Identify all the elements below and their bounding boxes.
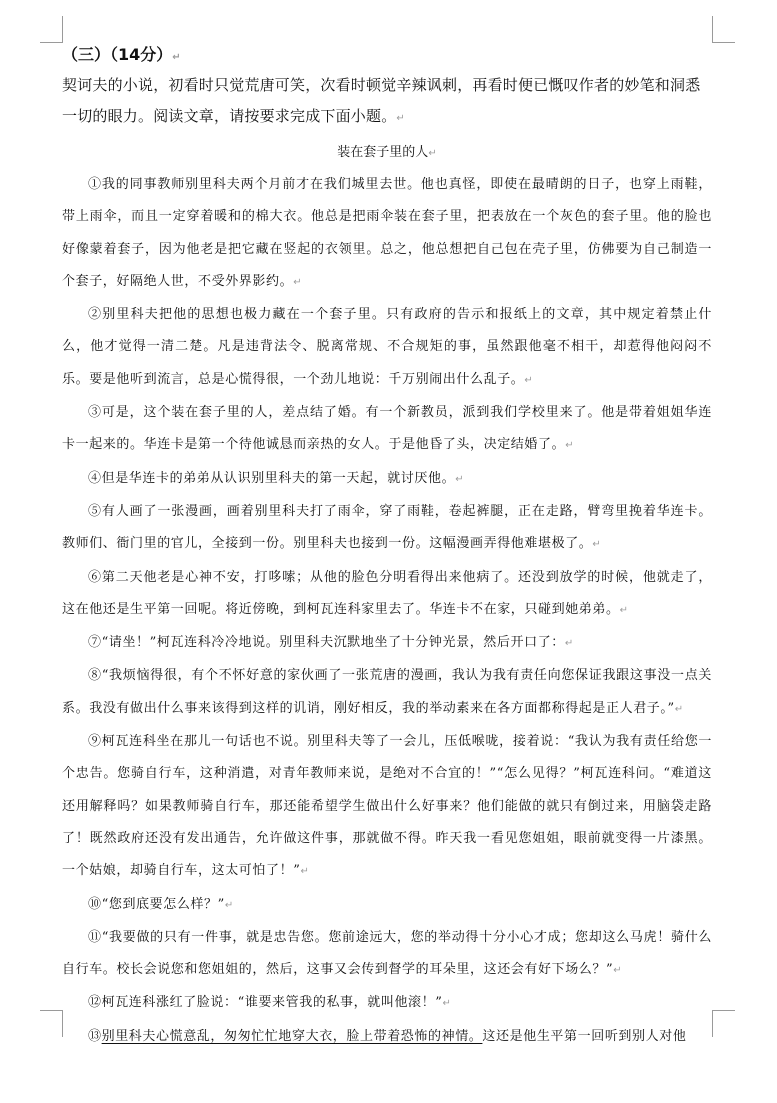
story-paragraph-3: ③可是，这个装在套子里的人，差点结了婚。有一个新教员，派到我们学校里来了。他是带着姐姐华连卡一起来的。华连卡是第一个待他诚恳而亲热的女人。于是他昏了头，决定结婚了。↵ bbox=[62, 405, 712, 453]
story-paragraph-12: ⑫柯瓦连科涨红了脸说：“谁要来管我的私事，就叫他滚！”↵ bbox=[88, 995, 451, 1011]
story-paragraph-5: ⑤有人画了一张漫画，画着别里科夫打了雨伞，穿了雨鞋，卷起裤腿，正在走路，臂弯里挽着华连卡。教师们、衙门里的官儿，全接到一份。别里科夫也接到一份。这幅漫画弄得他难堪极了。↵ bbox=[62, 503, 712, 552]
story-paragraph-7: ⑦“请坐！”柯瓦连科冷冷地说。别里科夫沉默地坐了十分钟光景，然后开口了：↵ bbox=[88, 635, 574, 651]
paragraph-mark-icon: ↵ bbox=[592, 539, 601, 551]
story-paragraph-13: ⑬别里科夫心慌意乱，匆匆忙忙地穿大衣，脸上带着恐怖的神情。这还是他生平第一回听到别人对他 bbox=[88, 1028, 687, 1044]
story-paragraph-2: ②别里科夫把他的思想也极力藏在一个套子里。只有政府的告示和报纸上的文章，其中规定着禁止什么，他才觉得一清二楚。凡是违背法令、脱离常规、不合规矩的事，虽然跟他毫不相干，却惹得他闷闷不乐。要是他听到流言，总是心慌得很，一个劲儿地说：千万别闹出什么乱子。↵ bbox=[62, 307, 712, 387]
intro-text: 契诃夫的小说，初看时只觉荒唐可笑，次看时顿觉辛辣讽刺，再看时便已慨叹作者的妙笔和洞悉一切的眼力。阅读文章，请按要求完成下面小题。 bbox=[62, 76, 701, 125]
story-paragraph-8: ⑧“我烦恼得很，有个不怀好意的家伙画了一张荒唐的漫画，我认为我有责任向您保证我跟这事没一点关系。我没有做出什么事来该得到这样的讥诮，刚好相反，我的举动素来在各方面都称得起是正人君子。”↵ bbox=[62, 668, 712, 716]
paragraph-mark-icon: ↵ bbox=[674, 703, 684, 715]
paragraph-mark-icon: ↵ bbox=[172, 52, 181, 63]
paragraph-mark-icon: ↵ bbox=[613, 965, 622, 977]
paragraph-mark-icon: ↵ bbox=[300, 866, 309, 878]
paragraph-mark-icon: ↵ bbox=[428, 148, 437, 159]
story-title-text: 装在套子里的人 bbox=[337, 145, 429, 160]
paragraph-mark-icon: ↵ bbox=[224, 899, 234, 911]
paragraph-mark-icon: ↵ bbox=[455, 473, 464, 485]
intro-paragraph bbox=[62, 70, 712, 134]
paragraph-mark-icon: ↵ bbox=[565, 440, 574, 452]
paragraph-mark-icon: ↵ bbox=[619, 604, 628, 616]
corner-mark-bottom-right bbox=[712, 1010, 735, 1037]
story-paragraph-9: ⑨柯瓦连科坐在那儿一句话也不说。别里科夫等了一会儿，压低喉咙，接着说：“我认为我有责任给您一个忠告。您骑自行车，这种消遣，对青年教师来说，是绝对不合宜的！”“怎么见得？”柯瓦连科问。“难道这还用解释吗？如果教师骑自行车，那还能希望学生做出什么好事来？他们能做的就只有倒过来，用脑袋走路了！既然政府还没有发出通告，允许做这件事，那就做不得。昨天我一看见您姐姐，眼前就变得一片漆黑。一个姑娘，却骑自行车，这太可怕了！”↵ bbox=[62, 734, 712, 879]
corner-mark-top-right bbox=[712, 16, 735, 43]
paragraph-mark-icon: ↵ bbox=[442, 998, 451, 1010]
story-title bbox=[62, 140, 712, 167]
story-paragraph-11: ⑪“我要做的只有一件事，就是忠告您。您前途远大，您的举动得十分小心才成；您却这么马虎！骑什么自行车。校长会说您和您姐姐的，然后，这事又会传到督学的耳朵里，这还会有好下场么？”↵ bbox=[62, 929, 712, 978]
section-title-text: （三）（14分） bbox=[62, 45, 173, 64]
story-paragraph-4: ④但是华连卡的弟弟从认识别里科夫的第一天起，就讨厌他。↵ bbox=[88, 470, 464, 486]
section-title bbox=[62, 40, 712, 70]
corner-mark-bottom-left bbox=[40, 1010, 63, 1037]
story-paragraph-6: ⑥第二天他老是心神不安，打哆嗦；从他的脸色分明看得出来他病了。还没到放学的时候，他就走了，这在他还是生平第一回呢。将近傍晚，到柯瓦连科家里去了。华连卡不在家，只碰到她弟弟。↵ bbox=[62, 569, 712, 617]
corner-mark-top-left bbox=[40, 16, 63, 43]
document-page bbox=[62, 40, 712, 1053]
paragraph-mark-icon: ↵ bbox=[293, 276, 302, 288]
underlined-sentence: 别里科夫心慌意乱，匆匆忙忙地穿大衣，脸上带着恐怖的神情。 bbox=[101, 1028, 483, 1044]
paragraph-mark-icon: ↵ bbox=[564, 638, 574, 650]
paragraph-mark-icon: ↵ bbox=[396, 113, 405, 124]
paragraph-number: ⑬ bbox=[88, 1028, 102, 1044]
paragraph-mark-icon: ↵ bbox=[524, 374, 533, 386]
story-paragraph-10: ⑩“您到底要怎么样？”↵ bbox=[88, 896, 234, 912]
story-paragraph-1: ①我的同事教师别里科夫两个月前才在我们城里去世。他也真怪，即使在最晴朗的日子，也穿上雨鞋，带上雨伞，而且一定穿着暖和的棉大衣。他总是把雨伞装在套子里，把表放在一个灰色的套子里。他的脸也好像蒙着套子，因为他老是把它藏在竖起的衣领里。总之，他总想把自己包在壳子里，仿佛要为自己制造一个套子，好隔绝人世，不受外界影约。↵ bbox=[62, 177, 712, 289]
